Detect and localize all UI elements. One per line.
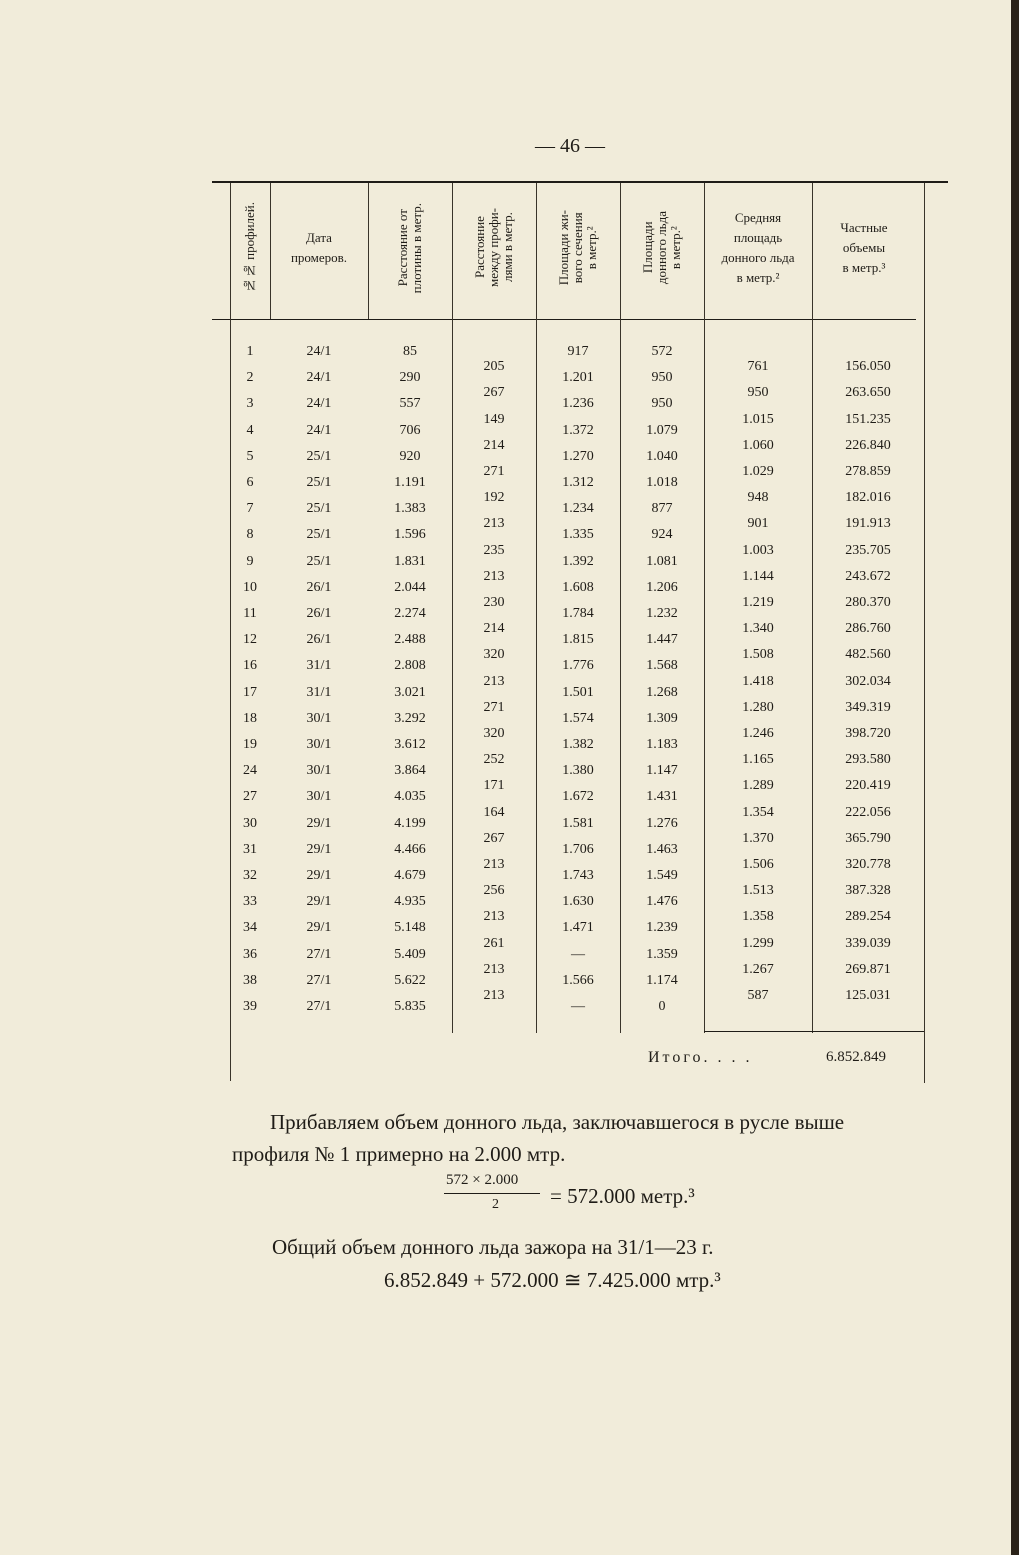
cell-distance: 4.466 (394, 842, 426, 857)
cell-avg-ice-area: 761 (747, 359, 769, 374)
cell-avg-ice-area: 1.144 (742, 569, 774, 584)
cell-partial-volume: 339.039 (845, 936, 891, 951)
fraction-bar (444, 1193, 540, 1194)
cell-live-area: 1.392 (562, 554, 594, 569)
cell-avg-ice-area: 1.003 (742, 543, 774, 558)
cell-gap: 192 (483, 490, 505, 505)
cell-profile-no: 1 (246, 344, 254, 359)
cell-partial-volume: 289.254 (845, 909, 891, 924)
cell-avg-ice-area: 1.165 (742, 752, 774, 767)
page-edge-shadow (1011, 0, 1019, 1555)
cell-partial-volume: 293.580 (845, 752, 891, 767)
cell-distance: 3.612 (394, 737, 426, 752)
cell-profile-no: 3 (246, 396, 254, 411)
cell-ice-area: 1.183 (646, 737, 678, 752)
cell-profile-no: 31 (243, 842, 257, 857)
cell-distance: 920 (399, 449, 421, 464)
cell-date: 25/1 (306, 527, 332, 542)
cell-distance: 3.864 (394, 763, 426, 778)
cell-ice-area: 950 (651, 370, 673, 385)
cell-profile-no: 30 (243, 816, 257, 831)
cell-live-area: — (571, 947, 585, 962)
cell-live-area: 1.236 (562, 396, 594, 411)
cell-date: 29/1 (306, 920, 332, 935)
cell-live-area: 1.380 (562, 763, 594, 778)
cell-partial-volume: 349.319 (845, 700, 891, 715)
cell-date: 29/1 (306, 868, 332, 883)
cell-date: 25/1 (306, 501, 332, 516)
cell-avg-ice-area: 950 (747, 385, 769, 400)
cell-profile-no: 18 (243, 711, 257, 726)
cell-date: 26/1 (306, 580, 332, 595)
cell-gap: 213 (483, 962, 505, 977)
cell-gap: 171 (483, 778, 505, 793)
cell-distance: 1.831 (394, 554, 426, 569)
cell-avg-ice-area: 1.219 (742, 595, 774, 610)
cell-live-area: 1.201 (562, 370, 594, 385)
cell-gap: 256 (483, 883, 505, 898)
cell-gap: 235 (483, 543, 505, 558)
cell-date: 24/1 (306, 370, 332, 385)
cell-partial-volume: 302.034 (845, 674, 891, 689)
cell-profile-no: 36 (243, 947, 257, 962)
cell-ice-area: 1.447 (646, 632, 678, 647)
cell-ice-area: 1.276 (646, 816, 678, 831)
cell-profile-no: 38 (243, 973, 257, 988)
cell-date: 30/1 (306, 737, 332, 752)
cell-gap: 320 (483, 647, 505, 662)
cell-distance: 5.409 (394, 947, 426, 962)
cell-ice-area: 572 (651, 344, 673, 359)
cell-date: 24/1 (306, 344, 332, 359)
cell-live-area: 1.784 (562, 606, 594, 621)
cell-distance: 2.808 (394, 658, 426, 673)
cell-avg-ice-area: 1.340 (742, 621, 774, 636)
cell-distance: 1.596 (394, 527, 426, 542)
cell-distance: 4.935 (394, 894, 426, 909)
header-date: Дата промеров. (290, 230, 348, 265)
cell-partial-volume: 156.050 (845, 359, 891, 374)
paragraph-line: профиля № 1 примерно на 2.000 мтр. (232, 1142, 566, 1166)
cell-live-area: 1.501 (562, 685, 594, 700)
cell-ice-area: 1.268 (646, 685, 678, 700)
cell-gap: 267 (483, 831, 505, 846)
total-label: Итого. . . . (648, 1049, 753, 1066)
cell-partial-volume: 263.650 (845, 385, 891, 400)
cell-profile-no: 2 (246, 370, 254, 385)
header-ice-area: Площади донного льда в метр.² (640, 211, 683, 285)
cell-partial-volume: 482.560 (845, 647, 891, 662)
cell-date: 26/1 (306, 632, 332, 647)
cell-live-area: 1.743 (562, 868, 594, 883)
cell-date: 29/1 (306, 894, 332, 909)
cell-gap: 320 (483, 726, 505, 741)
cell-avg-ice-area: 1.354 (742, 805, 774, 820)
cell-ice-area: 950 (651, 396, 673, 411)
cell-date: 30/1 (306, 789, 332, 804)
cell-avg-ice-area: 1.289 (742, 778, 774, 793)
cell-gap: 213 (483, 674, 505, 689)
cell-profile-no: 32 (243, 868, 257, 883)
header-live-area: Площади жи- вого сечения в метр.² (556, 210, 599, 286)
cell-distance: 2.274 (394, 606, 426, 621)
cell-ice-area: 1.040 (646, 449, 678, 464)
cell-distance: 85 (403, 344, 417, 359)
header-partial-volumes: Частные объемы в метр.³ (840, 220, 888, 275)
cell-avg-ice-area: 587 (747, 988, 769, 1003)
cell-distance: 1.191 (394, 475, 426, 490)
cell-gap: 271 (483, 464, 505, 479)
cell-live-area: 1.372 (562, 423, 594, 438)
cell-date: 27/1 (306, 947, 332, 962)
cell-live-area: 1.608 (562, 580, 594, 595)
cell-ice-area: 1.081 (646, 554, 678, 569)
cell-gap: 261 (483, 936, 505, 951)
cell-profile-no: 34 (243, 920, 257, 935)
cell-profile-no: 16 (243, 658, 257, 673)
cell-avg-ice-area: 1.267 (742, 962, 774, 977)
cell-partial-volume: 398.720 (845, 726, 891, 741)
cell-partial-volume: 220.419 (845, 778, 891, 793)
cell-partial-volume: 387.328 (845, 883, 891, 898)
cell-partial-volume: 222.056 (845, 805, 891, 820)
cell-partial-volume: 365.790 (845, 831, 891, 846)
cell-gap: 213 (483, 569, 505, 584)
cell-profile-no: 11 (243, 606, 257, 621)
cell-partial-volume: 151.235 (845, 412, 891, 427)
cell-partial-volume: 226.840 (845, 438, 891, 453)
cell-ice-area: 877 (651, 501, 673, 516)
cell-gap: 230 (483, 595, 505, 610)
cell-live-area: 1.471 (562, 920, 594, 935)
page-number: — 46 — (535, 135, 605, 157)
cell-avg-ice-area: 1.506 (742, 857, 774, 872)
cell-live-area: 1.630 (562, 894, 594, 909)
cell-live-area: 1.566 (562, 973, 594, 988)
cell-avg-ice-area: 1.358 (742, 909, 774, 924)
cell-avg-ice-area: 1.508 (742, 647, 774, 662)
cell-ice-area: 1.206 (646, 580, 678, 595)
cell-date: 26/1 (306, 606, 332, 621)
cell-distance: 5.148 (394, 920, 426, 935)
cell-date: 27/1 (306, 973, 332, 988)
cell-date: 30/1 (306, 763, 332, 778)
cell-distance: 290 (399, 370, 421, 385)
cell-live-area: 1.672 (562, 789, 594, 804)
cell-profile-no: 7 (246, 501, 254, 516)
cell-live-area: 1.706 (562, 842, 594, 857)
cell-gap: 252 (483, 752, 505, 767)
formula-numerator: 572 × 2.000 (446, 1172, 519, 1188)
header-profile-no: №№ профилей. (242, 202, 257, 294)
cell-distance: 5.622 (394, 973, 426, 988)
cell-partial-volume: 125.031 (845, 988, 891, 1003)
cell-ice-area: 1.239 (646, 920, 678, 935)
cell-ice-area: 1.018 (646, 475, 678, 490)
cell-ice-area: 1.463 (646, 842, 678, 857)
cell-profile-no: 24 (243, 763, 257, 778)
cell-date: 29/1 (306, 842, 332, 857)
cell-distance: 4.199 (394, 816, 426, 831)
header-gap: Расстояние между профи- лями в метр. (472, 208, 515, 288)
cell-distance: 1.383 (394, 501, 426, 516)
cell-profile-no: 8 (246, 527, 254, 542)
header-rule (212, 319, 916, 320)
cell-profile-no: 39 (243, 999, 257, 1014)
cell-avg-ice-area: 1.513 (742, 883, 774, 898)
cell-distance: 3.021 (394, 685, 426, 700)
cell-avg-ice-area: 1.280 (742, 700, 774, 715)
cell-partial-volume: 286.760 (845, 621, 891, 636)
cell-distance: 4.035 (394, 789, 426, 804)
cell-gap: 214 (483, 438, 505, 453)
sum-rule (704, 1031, 924, 1032)
cell-gap: 205 (483, 359, 505, 374)
cell-ice-area: 1.431 (646, 789, 678, 804)
cell-gap: 267 (483, 385, 505, 400)
cell-live-area: — (571, 999, 585, 1014)
cell-date: 24/1 (306, 423, 332, 438)
cell-date: 31/1 (306, 658, 332, 673)
cell-profile-no: 33 (243, 894, 257, 909)
cell-partial-volume: 191.913 (845, 516, 891, 531)
cell-profile-no: 4 (246, 423, 254, 438)
header-distance: Расстояние от плотины в метр. (395, 202, 424, 294)
formula-result: = 572.000 метр.³ (550, 1184, 695, 1208)
cell-profile-no: 19 (243, 737, 257, 752)
cell-gap: 149 (483, 412, 505, 427)
cell-live-area: 1.270 (562, 449, 594, 464)
cell-ice-area: 1.476 (646, 894, 678, 909)
cell-profile-no: 6 (246, 475, 254, 490)
cell-partial-volume: 320.778 (845, 857, 891, 872)
cell-ice-area: 1.147 (646, 763, 678, 778)
cell-profile-no: 12 (243, 632, 257, 647)
cell-distance: 5.835 (394, 999, 426, 1014)
cell-live-area: 1.312 (562, 475, 594, 490)
cell-avg-ice-area: 1.299 (742, 936, 774, 951)
cell-distance: 2.488 (394, 632, 426, 647)
final-sum: 6.852.849 + 572.000 ≅ 7.425.000 мтр.³ (384, 1268, 721, 1292)
col-rule (368, 183, 369, 319)
cell-date: 25/1 (306, 475, 332, 490)
cell-avg-ice-area: 901 (747, 516, 769, 531)
col-rule (270, 183, 271, 319)
cell-partial-volume: 235.705 (845, 543, 891, 558)
cell-gap: 213 (483, 516, 505, 531)
cell-partial-volume: 278.859 (845, 464, 891, 479)
cell-ice-area: 1.232 (646, 606, 678, 621)
cell-profile-no: 5 (246, 449, 254, 464)
cell-avg-ice-area: 1.060 (742, 438, 774, 453)
cell-distance: 706 (399, 423, 421, 438)
cell-ice-area: 1.079 (646, 423, 678, 438)
cell-date: 30/1 (306, 711, 332, 726)
cell-date: 24/1 (306, 396, 332, 411)
cell-live-area: 1.234 (562, 501, 594, 516)
cell-ice-area: 1.549 (646, 868, 678, 883)
cell-distance: 2.044 (394, 580, 426, 595)
cell-profile-no: 10 (243, 580, 257, 595)
header-avg-ice-area: Средняя площадь донного льда в метр.² (721, 210, 795, 285)
cell-avg-ice-area: 1.015 (742, 412, 774, 427)
cell-gap: 213 (483, 909, 505, 924)
cell-live-area: 1.382 (562, 737, 594, 752)
cell-gap: 214 (483, 621, 505, 636)
cell-gap: 164 (483, 805, 505, 820)
cell-live-area: 1.574 (562, 711, 594, 726)
paragraph-line: Прибавляем объем донного льда, заключавшегося в русле выше (270, 1110, 845, 1134)
cell-partial-volume: 243.672 (845, 569, 891, 584)
cell-avg-ice-area: 1.246 (742, 726, 774, 741)
formula-denominator: 2 (492, 1197, 499, 1212)
cell-profile-no: 17 (243, 685, 257, 700)
cell-live-area: 1.581 (562, 816, 594, 831)
cell-date: 25/1 (306, 449, 332, 464)
total-value: 6.852.849 (826, 1049, 886, 1065)
cell-live-area: 1.776 (562, 658, 594, 673)
cell-distance: 4.679 (394, 868, 426, 883)
cell-ice-area: 924 (651, 527, 673, 542)
col-rule (924, 183, 925, 1083)
cell-partial-volume: 269.871 (845, 962, 891, 977)
cell-avg-ice-area: 1.029 (742, 464, 774, 479)
cell-profile-no: 27 (243, 789, 257, 804)
cell-gap: 213 (483, 857, 505, 872)
cell-date: 31/1 (306, 685, 332, 700)
cell-live-area: 1.815 (562, 632, 594, 647)
cell-ice-area: 1.359 (646, 947, 678, 962)
cell-ice-area: 1.309 (646, 711, 678, 726)
cell-ice-area: 1.568 (646, 658, 678, 673)
cell-distance: 557 (399, 396, 421, 411)
cell-ice-area: 1.174 (646, 973, 678, 988)
cell-avg-ice-area: 948 (747, 490, 769, 505)
cell-distance: 3.292 (394, 711, 426, 726)
cell-partial-volume: 280.370 (845, 595, 891, 610)
cell-avg-ice-area: 1.418 (742, 674, 774, 689)
cell-date: 25/1 (306, 554, 332, 569)
cell-gap: 271 (483, 700, 505, 715)
cell-avg-ice-area: 1.370 (742, 831, 774, 846)
cell-gap: 213 (483, 988, 505, 1003)
cell-profile-no: 9 (246, 554, 254, 569)
cell-date: 27/1 (306, 999, 332, 1014)
cell-partial-volume: 182.016 (845, 490, 891, 505)
paragraph-line: Общий объем донного льда зажора на 31/1—23 г. (272, 1235, 714, 1259)
ice-volume-table (212, 181, 948, 1083)
cell-live-area: 917 (567, 344, 589, 359)
cell-date: 29/1 (306, 816, 332, 831)
cell-live-area: 1.335 (562, 527, 594, 542)
cell-ice-area: 0 (658, 999, 666, 1014)
